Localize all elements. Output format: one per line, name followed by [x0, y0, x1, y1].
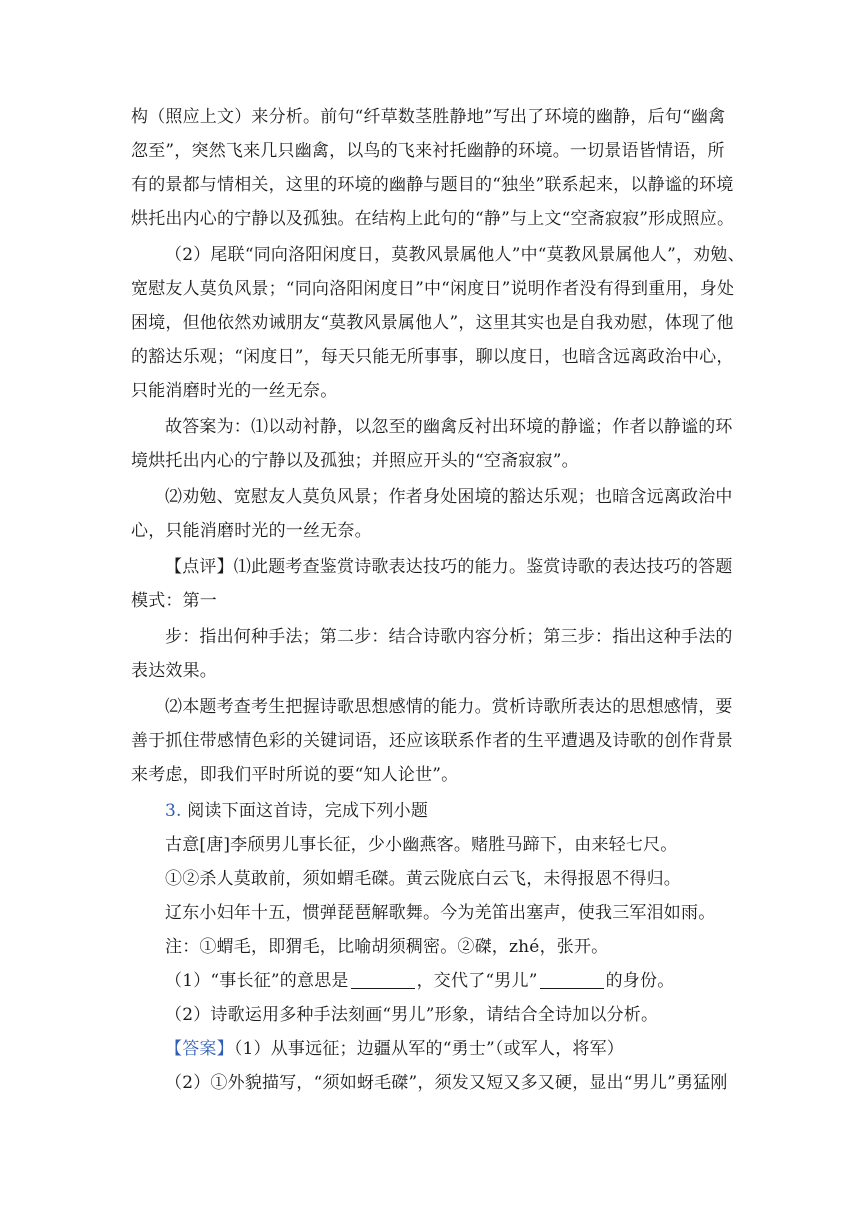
subquestion-2: （2）诗歌运用多种手法刻画“男儿”形象，请结合全诗加以分析。 [165, 1005, 659, 1025]
paragraph-line: 困境，但他依然劝诫朋友“莫教风景属他人”，这里其实也是自我劝慰，体现了他 [131, 313, 734, 333]
paragraph-line: 只能消磨时光的一丝无奈。 [131, 381, 338, 401]
paragraph-line: 的豁达乐观；“闲度日”，每天只能无所事事，聊以度日，也暗含远离政治中心， [131, 347, 734, 367]
paragraph-line: 宽慰友人莫负风景；“同向洛阳闲度日”中“闲度日”说明作者没有得到重用，身处 [131, 279, 735, 299]
answer-label: 【答案】 [165, 1039, 234, 1059]
answer-line: ⑵劝勉、宽慰友人莫负风景；作者身处困境的豁达乐观；也暗含远离政治中 [165, 487, 733, 507]
poem-line: ①②杀人莫敢前，须如蝟毛磔。黄云陇底白云飞，未得报恩不得归。 [165, 869, 681, 889]
paragraph-line: 构（照应上文）来分析。前句“纤草数茎胜静地”写出了环境的幽静，后句“幽禽 [131, 107, 726, 127]
answer-line: 心，只能消磨时光的一丝无奈。 [131, 521, 372, 541]
answer-line: （2）①外貌描写，“须如蚜毛磔”，须发又短又多又硬，显出“男儿”勇猛刚 [165, 1073, 728, 1093]
answer-line: 【答案】（1）从事远征；边疆从军的“勇士”（或军人，将军） [165, 1039, 625, 1059]
comment-line: 模式：第一 [131, 591, 217, 611]
answer-blank [351, 972, 415, 989]
answer-blank [540, 972, 604, 989]
subquestion-1: （1）“事长征”的意思是 ，交代了“男儿” 的身份。 [165, 971, 675, 991]
answer-line: 境烘托出内心的宁静以及孤独；并照应开头的“空斋寂寂”。 [131, 451, 579, 471]
comment-line: ⑵本题考查考生把握诗歌思想感情的能力。赏析诗歌所表达的思想感情，要 [165, 697, 733, 717]
comment-line: 来考虑，即我们平时所说的要“知人论世”。 [131, 765, 459, 785]
answer-line: 故答案为：⑴以动衬静，以忽至的幽禽反衬出环境的静谧；作者以静谧的环 [165, 417, 733, 437]
comment-line: 表达效果。 [131, 661, 217, 681]
question-heading [131, 794, 731, 828]
paragraph-line: 烘托出内心的宁静以及孤独。在结构上此句的“静”与上文“空斋寂寂”形成照应。 [131, 209, 735, 229]
question-number: 3. [165, 801, 182, 821]
paragraph-line: （2）尾联“同向洛阳闲度日，莫教风景属他人”中“莫教风景属他人”，劝勉、 [165, 245, 745, 265]
paragraph-line: 有的景都与情相关，这里的环境的幽静与题目的“独坐”联系起来，以静谧的环境 [131, 175, 734, 195]
question-prompt: 阅读下面这首诗，完成下列小题 [187, 801, 429, 821]
comment-line: 【点评】⑴此题考查鉴赏诗歌表达技巧的能力。鉴赏诗歌的表达技巧的答题 [165, 557, 733, 577]
document-body [131, 100, 745, 1100]
paragraph-line: 忽至”，突然飞来几只幽禽，以鸟的飞来衬托幽静的环境。一切景语皆情语，所 [131, 141, 725, 161]
comment-line: 步：指出何种手法；第二步：结合诗歌内容分析；第三步：指出这种手法的 [165, 627, 733, 647]
comment-line: 善于抓住带感情色彩的关键词语，还应该联系作者的生平遭遇及诗歌的创作背景 [131, 731, 733, 751]
poem-line: 古意[唐]李颀男儿事长征，少小幽燕客。赌胜马蹄下，由来轻七尺。 [165, 835, 678, 855]
note-line: 注：①蝟毛，即猬毛，比喻胡须稠密。②磔，zhé，张开。 [165, 937, 609, 957]
poem-line: 辽东小妇年十五，惯弹琵琶解歌舞。今为羌笛出塞声，使我三军泪如雨。 [165, 903, 716, 923]
